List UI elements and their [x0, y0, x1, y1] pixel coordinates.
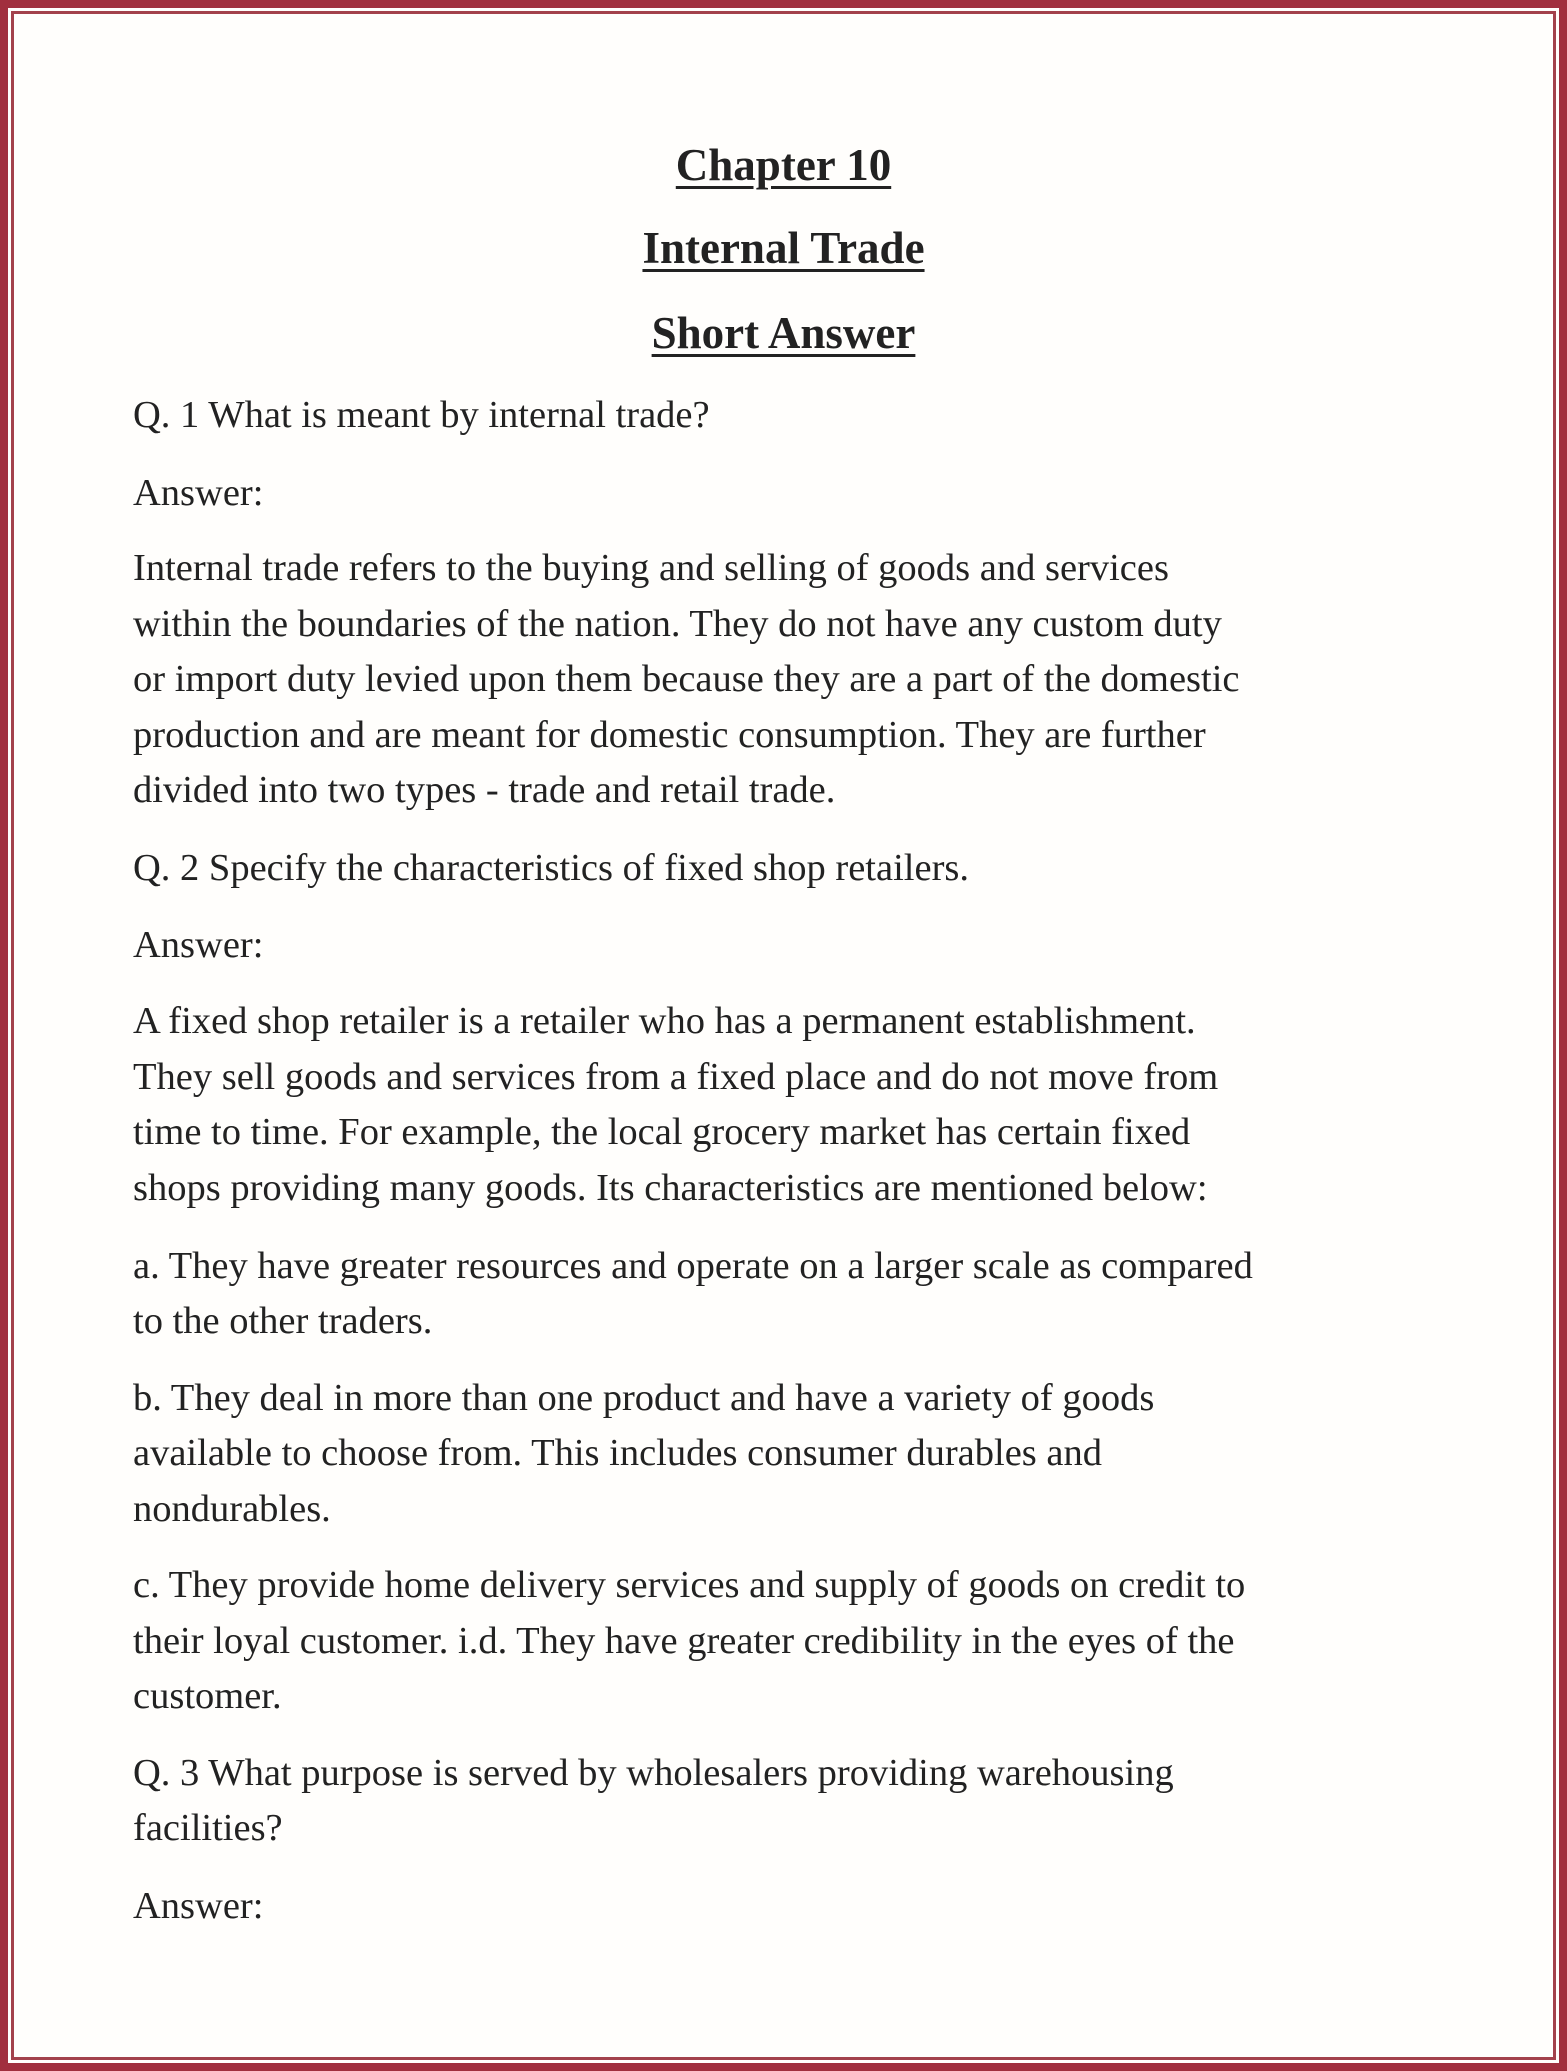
section-heading: Short Answer	[651, 308, 916, 358]
answer-label-1: Answer:	[133, 472, 264, 514]
answer-1-line: within the boundaries of the nation. They do not have any custom duty	[133, 603, 1222, 645]
question-2: Q. 2 Specify the characteristics of fixed shop retailers.	[133, 847, 970, 889]
point-a-line: to the other traders.	[133, 1300, 433, 1342]
point-a-line: a. They have greater resources and operate on a larger scale as compared	[133, 1245, 1253, 1287]
point-c-line: c. They provide home delivery services and supply of goods on credit to	[133, 1564, 1246, 1606]
answer-label-3: Answer:	[133, 1885, 264, 1927]
answer-1-line: Internal trade refers to the buying and selling of goods and services	[133, 547, 1169, 589]
chapter-heading: Chapter 10	[675, 140, 892, 190]
question-3-line: facilities?	[133, 1807, 283, 1849]
answer-label-2: Answer:	[133, 924, 264, 966]
answer-2-line: A fixed shop retailer is a retailer who has a permanent establishment.	[133, 1000, 1196, 1042]
question-1: Q. 1 What is meant by internal trade?	[133, 394, 710, 436]
answer-2-line: shops providing many goods. Its characteristics are mentioned below:	[133, 1167, 1208, 1209]
answer-2-line: They sell goods and services from a fixed place and do not move from	[133, 1056, 1219, 1098]
question-3-line: Q. 3 What purpose is served by wholesalers providing warehousing	[133, 1752, 1174, 1794]
point-c-line: customer.	[133, 1675, 282, 1717]
chapter-title: Internal Trade	[642, 223, 925, 273]
point-c-line: their loyal customer. i.d. They have greater credibility in the eyes of the	[133, 1620, 1235, 1662]
answer-2-line: time to time. For example, the local grocery market has certain fixed	[133, 1111, 1191, 1153]
answer-1-line: divided into two types - trade and retail trade.	[133, 769, 836, 811]
point-b-line: available to choose from. This includes consumer durables and	[133, 1432, 1103, 1474]
answer-1-line: or import duty levied upon them because they are a part of the domestic	[133, 658, 1240, 700]
point-b-line: b. They deal in more than one product and have a variety of goods	[133, 1377, 1155, 1419]
point-b-line: nondurables.	[133, 1488, 331, 1530]
answer-1-line: production and are meant for domestic consumption. They are further	[133, 714, 1206, 756]
